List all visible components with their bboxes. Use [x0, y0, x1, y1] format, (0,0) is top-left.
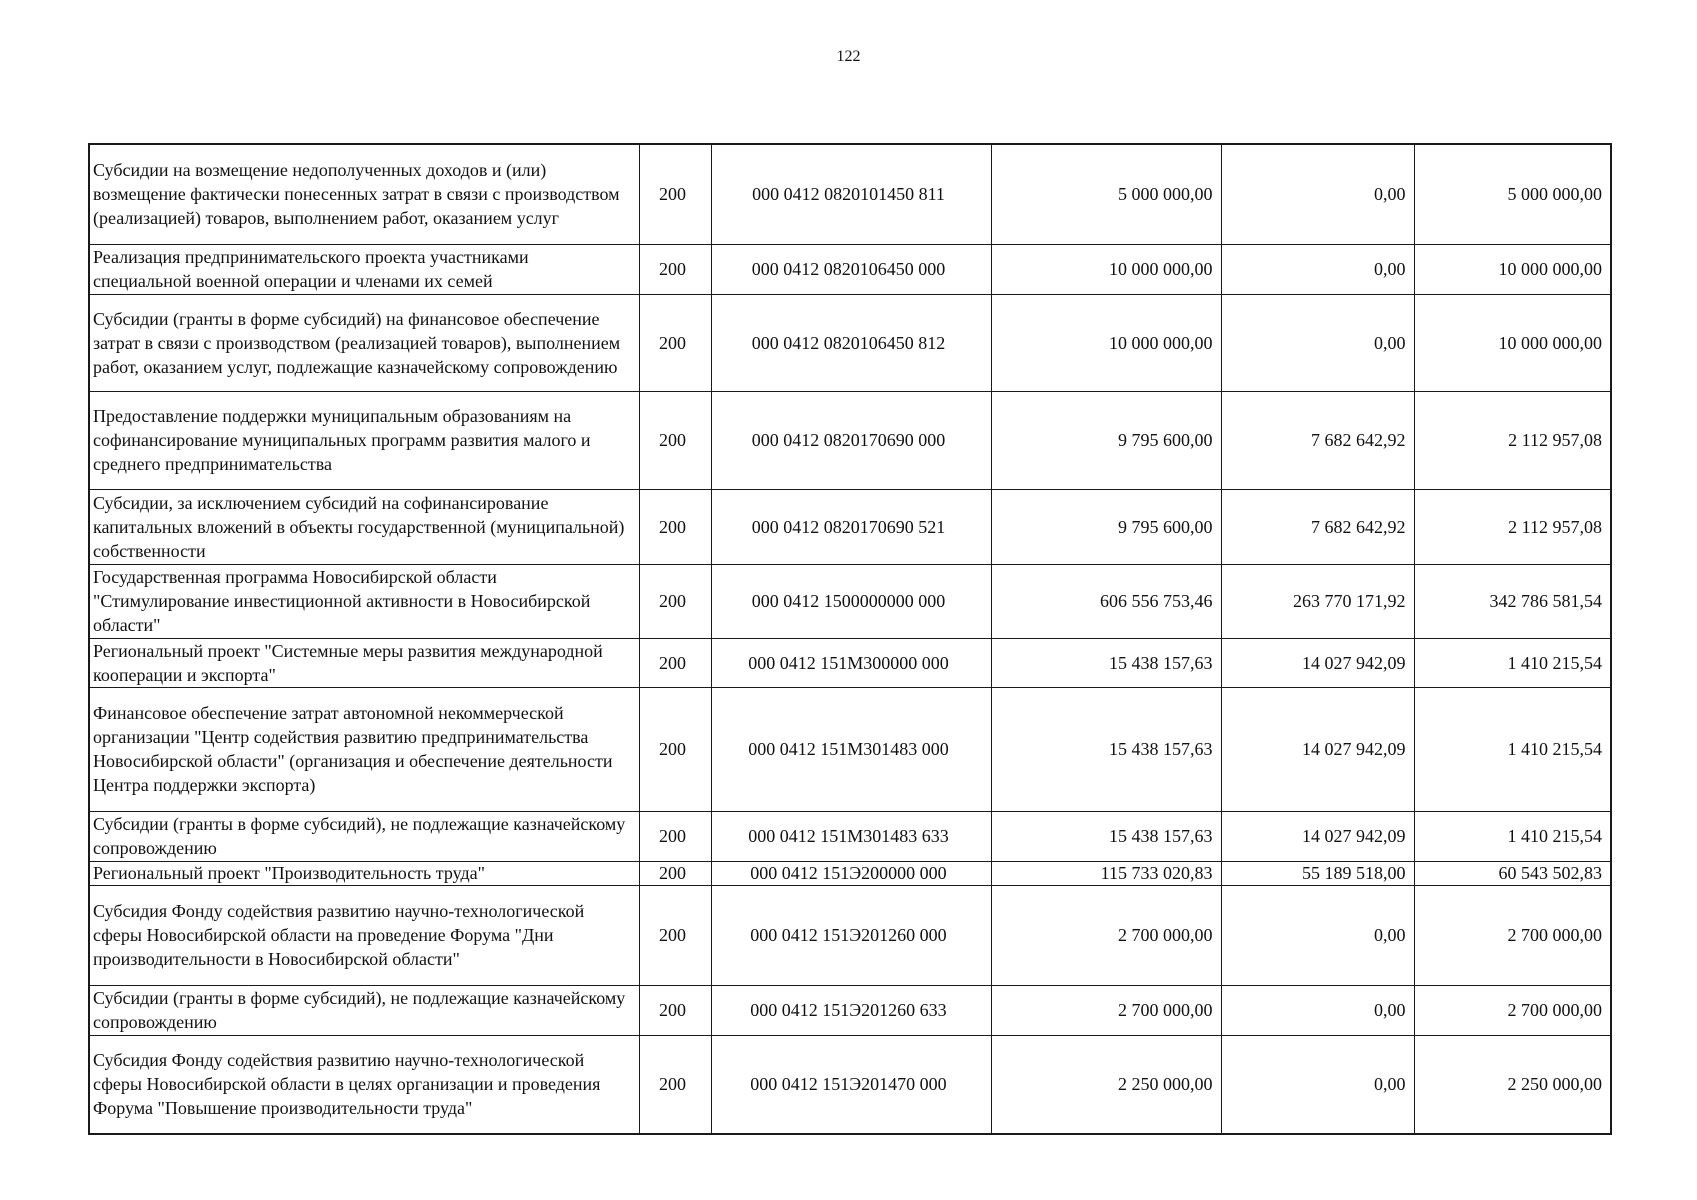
- row-name: Субсидия Фонду содействия развитию научно-технологической сферы Новосибирской области в целях организации и проведения Форума "Повышение производительности труда": [89, 1035, 639, 1134]
- row-executed-amount: 0,00: [1221, 244, 1414, 294]
- row-approved-amount: 2 700 000,00: [991, 885, 1221, 985]
- row-code: 200: [639, 885, 711, 985]
- row-budget-classification-code: 000 0412 151Э201260 000: [711, 885, 991, 985]
- row-unexecuted-amount: 1 410 215,54: [1414, 811, 1611, 861]
- row-budget-classification-code: 000 0412 151M301483 633: [711, 811, 991, 861]
- row-budget-classification-code: 000 0412 151Э201470 000: [711, 1035, 991, 1134]
- row-name: Предоставление поддержки муниципальным образованиям на софинансирование муниципальных программ развития малого и среднего предпринимательства: [89, 391, 639, 489]
- table-row: [89, 985, 1611, 1035]
- row-code: 200: [639, 144, 711, 244]
- row-unexecuted-amount: 5 000 000,00: [1414, 144, 1611, 244]
- row-executed-amount: 7 682 642,92: [1221, 489, 1414, 564]
- row-code: 200: [639, 244, 711, 294]
- row-budget-classification-code: 000 0412 0820170690 521: [711, 489, 991, 564]
- row-budget-classification-code: 000 0412 1500000000 000: [711, 564, 991, 638]
- row-budget-classification-code: 000 0412 0820106450 812: [711, 294, 991, 391]
- row-code: 200: [639, 294, 711, 391]
- row-budget-classification-code: 000 0412 0820101450 811: [711, 144, 991, 244]
- row-name: Региональный проект "Системные меры развития международной кооперации и экспорта": [89, 638, 639, 687]
- row-approved-amount: 15 438 157,63: [991, 638, 1221, 687]
- page-number: 122: [836, 48, 861, 65]
- row-executed-amount: 0,00: [1221, 144, 1414, 244]
- row-code: 200: [639, 564, 711, 638]
- row-executed-amount: 0,00: [1221, 885, 1414, 985]
- table-row: [89, 564, 1611, 638]
- row-code: 200: [639, 687, 711, 811]
- row-unexecuted-amount: 2 112 957,08: [1414, 489, 1611, 564]
- row-name: Субсидии (гранты в форме субсидий), не подлежащие казначейскому сопровождению: [89, 985, 639, 1035]
- row-executed-amount: 14 027 942,09: [1221, 687, 1414, 811]
- table-row: [89, 638, 1611, 687]
- row-executed-amount: 263 770 171,92: [1221, 564, 1414, 638]
- row-name: Субсидии, за исключением субсидий на софинансирование капитальных вложений в объекты государственной (муниципальной) собственности: [89, 489, 639, 564]
- row-unexecuted-amount: 2 700 000,00: [1414, 885, 1611, 985]
- row-executed-amount: 55 189 518,00: [1221, 861, 1414, 885]
- table-row: [89, 244, 1611, 294]
- row-name: Региональный проект "Производительность труда": [89, 861, 639, 885]
- row-approved-amount: 9 795 600,00: [991, 391, 1221, 489]
- row-executed-amount: 0,00: [1221, 1035, 1414, 1134]
- row-name: Субсидии на возмещение недополученных доходов и (или) возмещение фактически понесенных затрат в связи с производством (реализацией) товаров, выполнением работ, оказанием услуг: [89, 144, 639, 244]
- row-code: 200: [639, 1035, 711, 1134]
- row-executed-amount: 0,00: [1221, 294, 1414, 391]
- row-approved-amount: 10 000 000,00: [991, 244, 1221, 294]
- table-row: [89, 885, 1611, 985]
- row-code: 200: [639, 985, 711, 1035]
- table-row: [89, 861, 1611, 885]
- row-unexecuted-amount: 10 000 000,00: [1414, 244, 1611, 294]
- row-executed-amount: 14 027 942,09: [1221, 638, 1414, 687]
- row-executed-amount: 7 682 642,92: [1221, 391, 1414, 489]
- row-unexecuted-amount: 2 250 000,00: [1414, 1035, 1611, 1134]
- row-name: Государственная программа Новосибирской области "Стимулирование инвестиционной активности в Новосибирской области": [89, 564, 639, 638]
- table-row: [89, 1035, 1611, 1134]
- row-code: 200: [639, 638, 711, 687]
- row-executed-amount: 14 027 942,09: [1221, 811, 1414, 861]
- row-name: Субсидия Фонду содействия развитию научно-технологической сферы Новосибирской области на проведение Форума "Дни производительности в Новосибирской области": [89, 885, 639, 985]
- table-row: [89, 687, 1611, 811]
- row-unexecuted-amount: 1 410 215,54: [1414, 638, 1611, 687]
- table-row: [89, 489, 1611, 564]
- row-budget-classification-code: 000 0412 0820170690 000: [711, 391, 991, 489]
- row-name: Субсидии (гранты в форме субсидий) на финансовое обеспечение затрат в связи с производством (реализацией товаров), выполнением работ, оказанием услуг, подлежащие казначейскому сопровождению: [89, 294, 639, 391]
- row-approved-amount: 10 000 000,00: [991, 294, 1221, 391]
- row-approved-amount: 9 795 600,00: [991, 489, 1221, 564]
- budget-execution-table: [88, 143, 1612, 1135]
- row-approved-amount: 2 250 000,00: [991, 1035, 1221, 1134]
- row-code: 200: [639, 391, 711, 489]
- row-approved-amount: 15 438 157,63: [991, 811, 1221, 861]
- row-budget-classification-code: 000 0412 151M300000 000: [711, 638, 991, 687]
- row-unexecuted-amount: 2 700 000,00: [1414, 985, 1611, 1035]
- row-executed-amount: 0,00: [1221, 985, 1414, 1035]
- row-name: Финансовое обеспечение затрат автономной некоммерческой организации "Центр содействия развитию предпринимательства Новосибирской области" (организация и обеспечение деятельности Центра поддержки экспорта): [89, 687, 639, 811]
- row-unexecuted-amount: 10 000 000,00: [1414, 294, 1611, 391]
- row-approved-amount: 5 000 000,00: [991, 144, 1221, 244]
- row-code: 200: [639, 861, 711, 885]
- table-row: [89, 811, 1611, 861]
- row-approved-amount: 15 438 157,63: [991, 687, 1221, 811]
- row-approved-amount: 2 700 000,00: [991, 985, 1221, 1035]
- row-code: 200: [639, 489, 711, 564]
- row-code: 200: [639, 811, 711, 861]
- row-name: Субсидии (гранты в форме субсидий), не подлежащие казначейскому сопровождению: [89, 811, 639, 861]
- row-budget-classification-code: 000 0412 0820106450 000: [711, 244, 991, 294]
- row-unexecuted-amount: 1 410 215,54: [1414, 687, 1611, 811]
- row-name: Реализация предпринимательского проекта участниками специальной военной операции и членами их семей: [89, 244, 639, 294]
- row-unexecuted-amount: 2 112 957,08: [1414, 391, 1611, 489]
- row-budget-classification-code: 000 0412 151M301483 000: [711, 687, 991, 811]
- row-budget-classification-code: 000 0412 151Э200000 000: [711, 861, 991, 885]
- table-row: [89, 294, 1611, 391]
- row-unexecuted-amount: 60 543 502,83: [1414, 861, 1611, 885]
- row-unexecuted-amount: 342 786 581,54: [1414, 564, 1611, 638]
- table-row: [89, 144, 1611, 244]
- row-budget-classification-code: 000 0412 151Э201260 633: [711, 985, 991, 1035]
- table-row: [89, 391, 1611, 489]
- row-approved-amount: 606 556 753,46: [991, 564, 1221, 638]
- row-approved-amount: 115 733 020,83: [991, 861, 1221, 885]
